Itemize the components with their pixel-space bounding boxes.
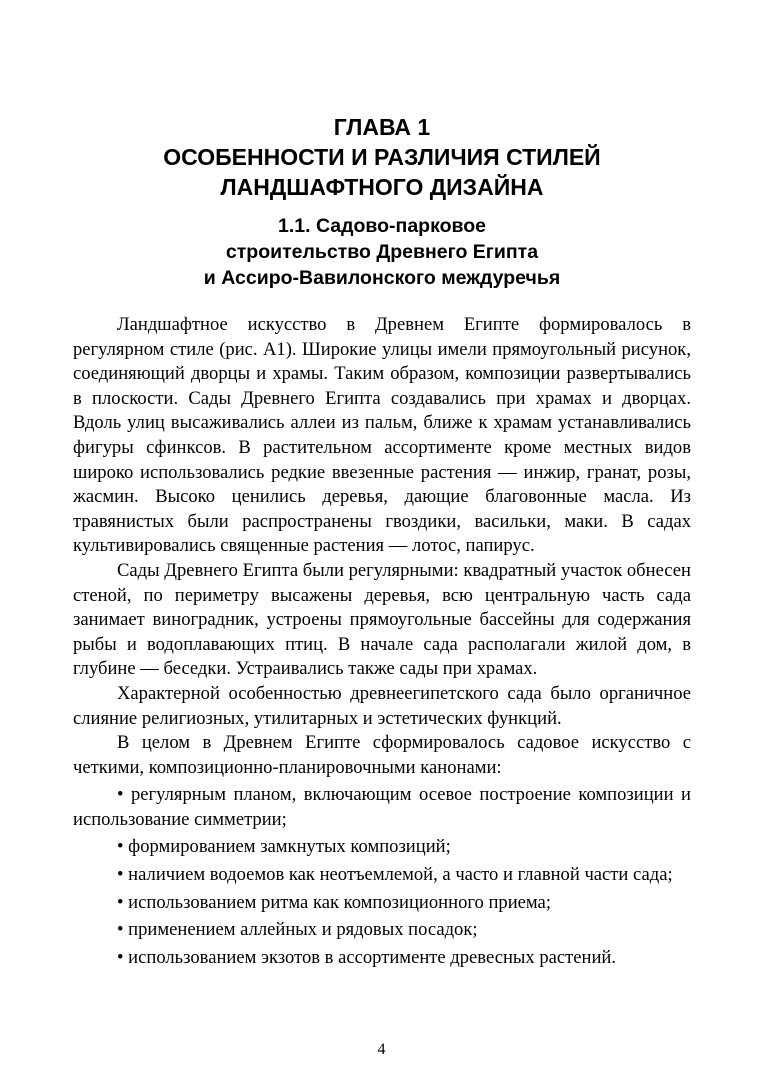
bullet-icon: • (117, 836, 124, 858)
bullet-icon: • (117, 891, 124, 913)
list-item-text: применением аллейных и рядовых посадок; (128, 919, 478, 941)
list-item-text: наличием водоемов как неотъемлемой, а часто и главной части сада; (128, 864, 673, 886)
section-heading (73, 213, 691, 291)
list-item-text: использованием ритма как композиционного приема; (128, 891, 551, 913)
section-title-line-1: 1.1. Садово-парковое (278, 215, 486, 237)
page-number: 4 (377, 1041, 386, 1058)
chapter-heading (73, 112, 691, 202)
canon-list (73, 783, 691, 970)
list-item (73, 863, 691, 888)
section-title-line-2: строительство Древнего Египта (225, 241, 539, 263)
paragraph: Ландшафтное искусство в Древнем Египте формировалось в регулярном стиле (рис. А1). Широкие улицы имели прямоугольный рисунок, соединяющий дворцы и храмы. Таким образом, композиции развертывались в плоскости. Сады Древнего Египта создавались при храмах и дворцах. Вдоль улиц высаживались аллеи из пальм, ближе к храмам устанавливались фигуры сфинксов. В растительном ассортименте кроме местных видов широко использовались редкие ввезенные растения — инжир, гранат, розы, жасмин. Высоко ценились деревья, дающие благовонные масла. Из травянистых были распространены гвоздики, васильки, маки. В садах культивировались священные растения — лотос, папирус. (73, 314, 691, 557)
paragraph: Сады Древнего Египта были регулярными: квадратный участок обнесен стеной, по периметру высажены деревья, всю центральную часть сада занимает виноградник, устроены прямоугольные бассейны для содержания рыбы и водоплавающих птиц. В начале сада располагали жилой дом, в глубине — беседки. Устраивались также сады при храмах. (73, 559, 691, 680)
paragraph: В целом в Древнем Египте сформировалось садовое искусство с четкими, композиционно-планировочными канонами: (73, 732, 691, 778)
list-item (73, 918, 691, 943)
paragraph: Характерной особенностью древнеегипетского сада было органичное слияние религиозных, утилитарных и эстетических функций. (73, 682, 691, 729)
bullet-icon: • (117, 946, 124, 968)
bullet-icon: • (117, 864, 124, 886)
list-item (73, 783, 691, 832)
page-content (73, 112, 691, 973)
section-title-line-3: и Ассиро-Вавилонского междуречья (203, 267, 561, 289)
chapter-title-line-2: ЛАНДШАФТНОГО ДИЗАЙНА (220, 174, 544, 200)
list-item-text: регулярным планом, включающим осевое построение композиции и использование симметрии; (73, 784, 691, 830)
chapter-number: ГЛАВА 1 (333, 114, 431, 140)
bullet-icon: • (117, 784, 124, 806)
chapter-title-line-1: ОСОБЕННОСТИ И РАЗЛИЧИЯ СТИЛЕЙ (163, 144, 601, 170)
list-item (73, 891, 691, 916)
list-item-text: формированием замкнутых композиций; (128, 836, 451, 858)
body-text (73, 313, 691, 970)
list-item (73, 835, 691, 860)
list-item (73, 946, 691, 971)
bullet-icon: • (117, 919, 124, 941)
list-item-text: использованием экзотов в ассортименте древесных растений. (128, 946, 617, 968)
